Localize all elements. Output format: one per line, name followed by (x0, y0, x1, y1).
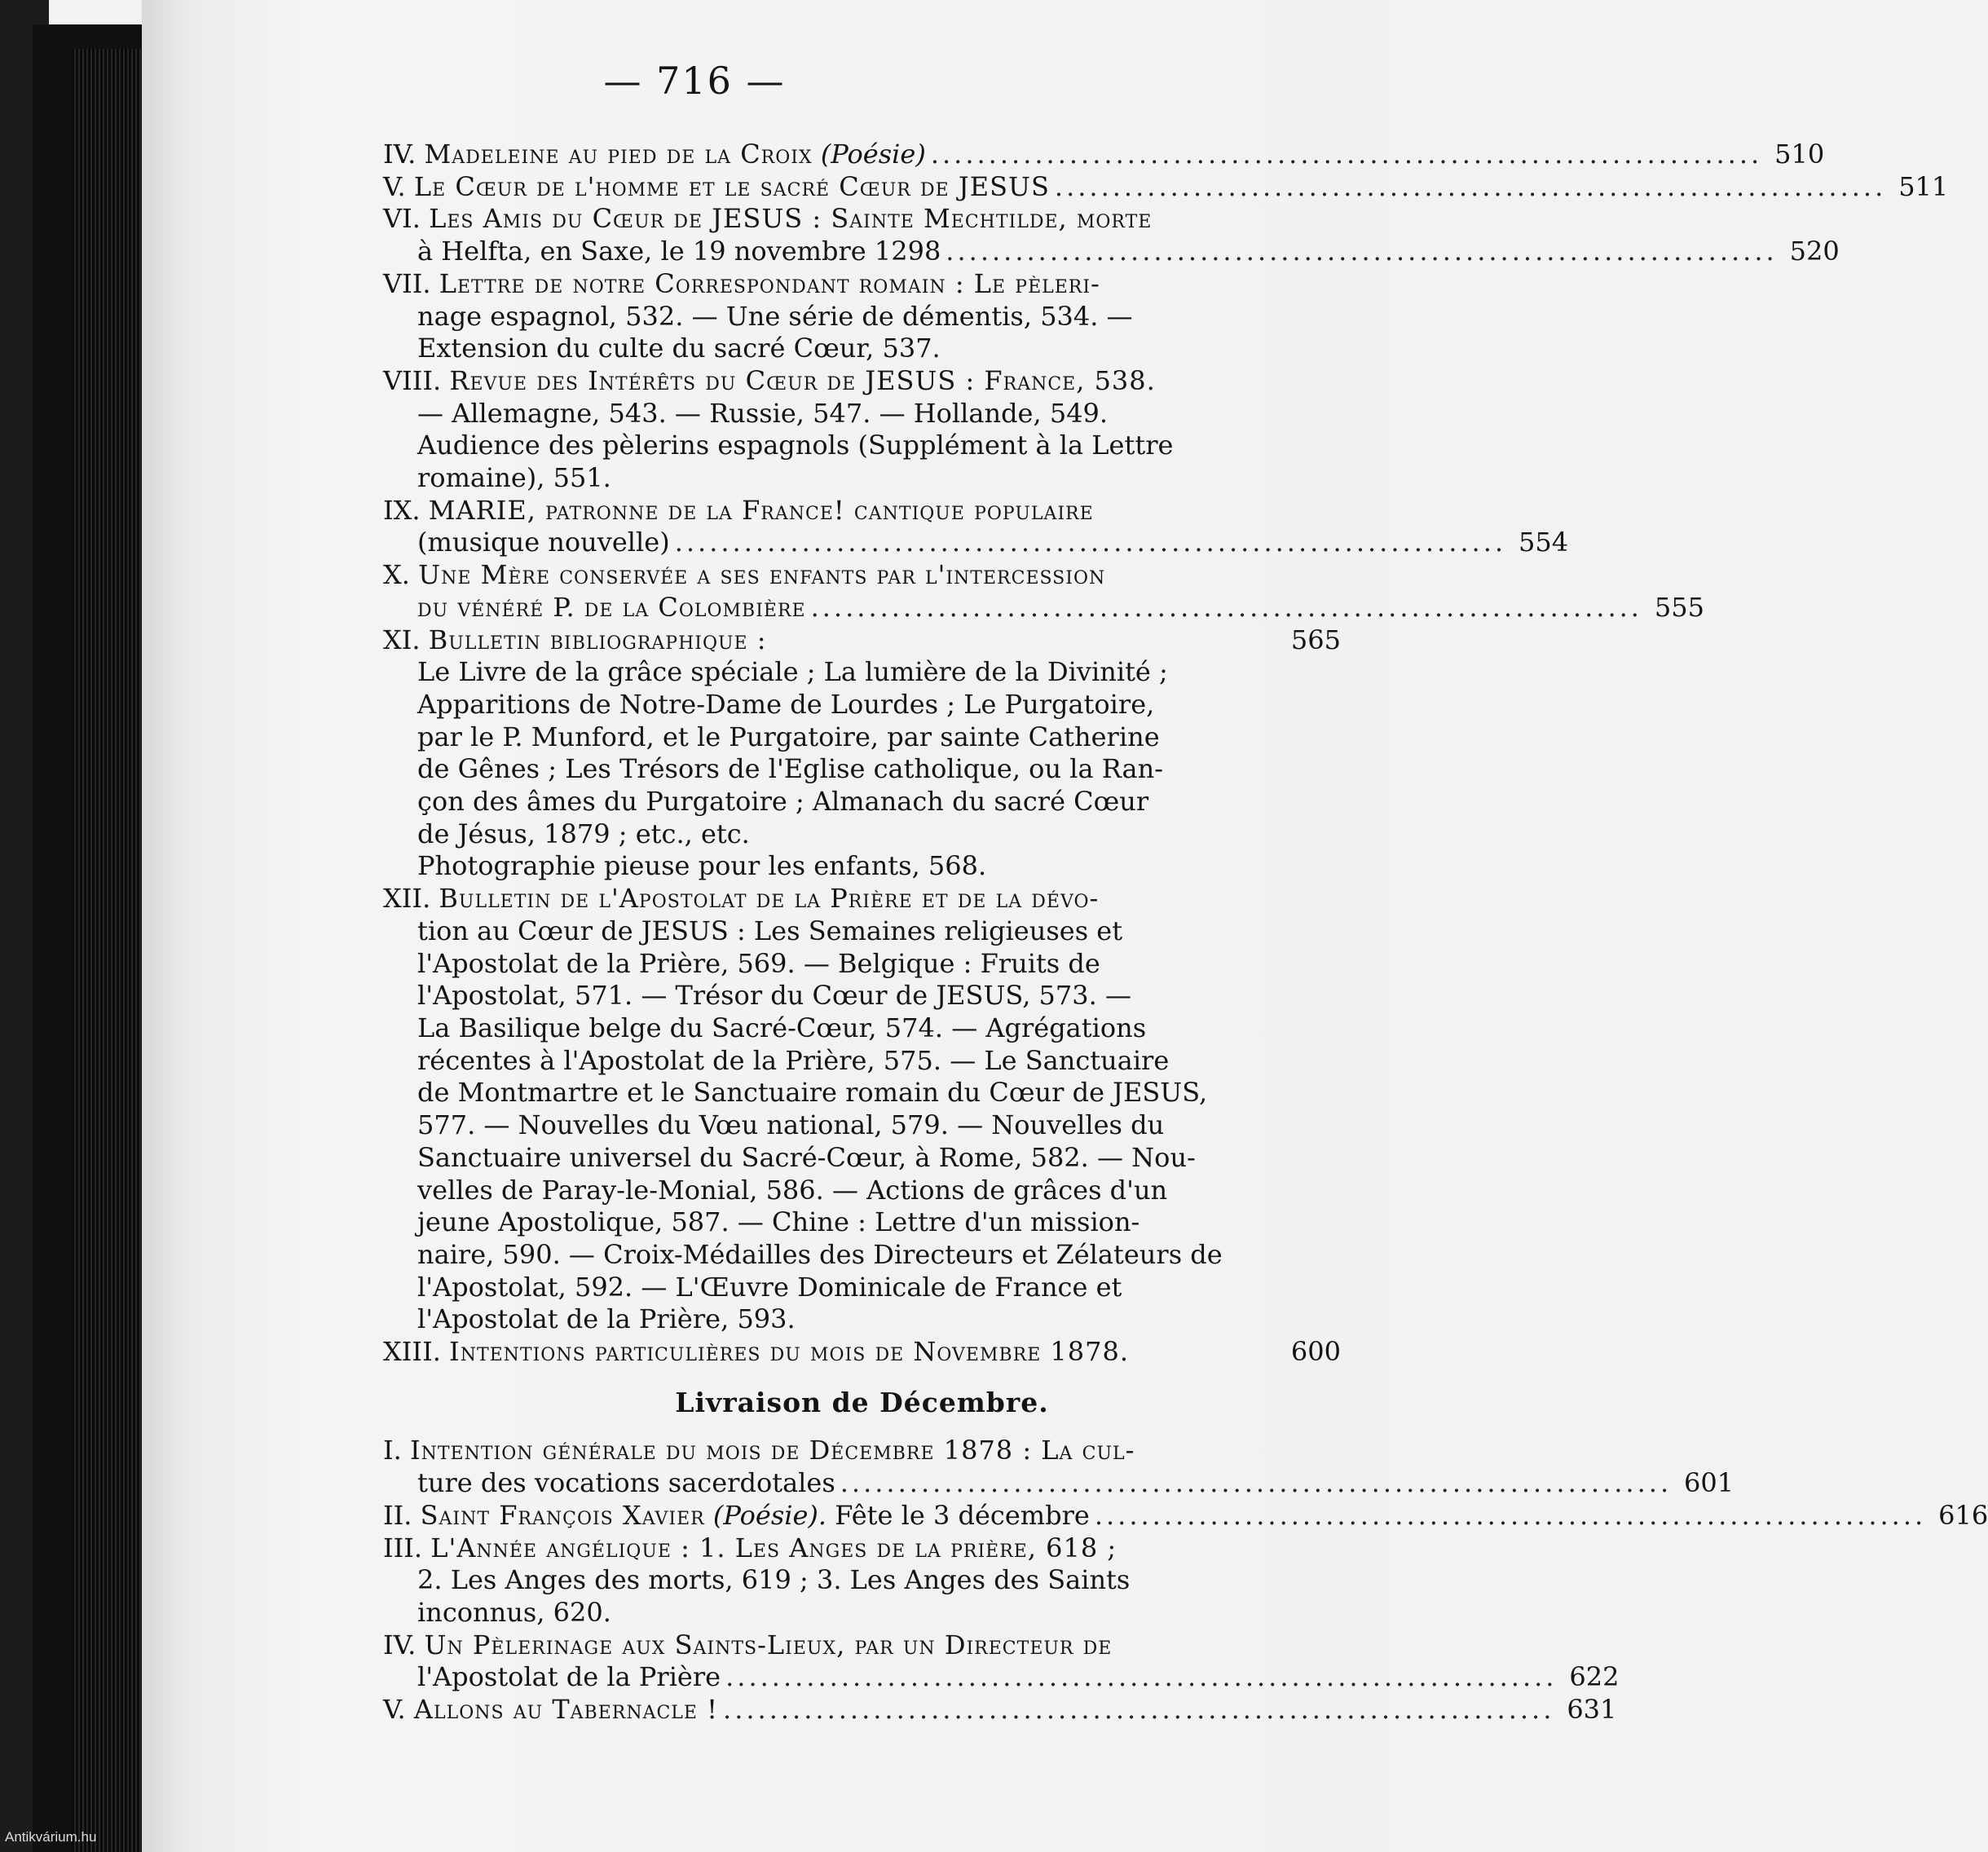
toc-entry: IV. Un Pèlerinage aux Saints-Lieux, par un Directeur de (383, 1629, 1113, 1660)
toc-entry: VIII. Revue des Intérêts du Cœur de JESUS : France, 538. (383, 364, 1156, 396)
leader-dots: ........................................................................ (1094, 1499, 1927, 1531)
entry-title: Saint François Xavier (420, 1499, 705, 1531)
watermark: Antikvárium.hu (5, 1829, 97, 1845)
entry-title: Une Mère conservée a ses enfants par l'intercession (418, 559, 1106, 591)
toc-entry: IX. MARIE, patronne de la France! cantique populaire (383, 494, 1094, 526)
section-heading: Livraison de Décembre. (675, 1386, 1049, 1418)
leader-dots: ........................................................................ (810, 591, 1642, 623)
entry-title: Les Amis du Cœur de JESUS : Sainte Mechtilde, morte (429, 203, 1153, 235)
leader-dots: ........................................................................ (946, 236, 1778, 267)
toc-entry: VI. Les Amis du Cœur de JESUS : Sainte Mechtilde, morte (383, 203, 1153, 235)
page-ref: 555 (1654, 591, 1704, 623)
entry-title: Le Cœur de l'homme et le sacré Cœur de JESUS (413, 170, 1050, 202)
toc-entry: V. Allons au Tabernacle ! ........................................................................ 631 (383, 1694, 1617, 1726)
leader-dots: ........................................................................ (723, 1694, 1555, 1726)
toc-entry: XIII. Intentions particulières du mois de Novembre 1878. 600 (383, 1336, 1341, 1368)
page-ref: 631 (1567, 1694, 1617, 1726)
leader-dots: ........................................................................ (725, 1661, 1558, 1693)
entry-note: (Poésie). (712, 1499, 827, 1531)
leader-dots: ........................................................................ (1054, 170, 1887, 202)
page-ref: 520 (1789, 236, 1840, 267)
toc-entry: IV. Madeleine au pied de la Croix (Poésie) ........................................................................ 510 (383, 139, 1825, 170)
page-ref: 600 (1290, 1336, 1341, 1368)
toc-entry: VII. Lettre de notre Correspondant romain : Le pèleri- (383, 267, 1100, 299)
toc-entry: XII. Bulletin de l'Apostolat de la Prière et de la dévo- (383, 883, 1100, 915)
page-ref: 622 (1569, 1661, 1620, 1693)
leader-dots: ........................................................................ (930, 139, 1763, 170)
page-ref: 616 (1938, 1499, 1988, 1531)
toc-entry: X. Une Mère conservée a ses enfants par l'intercession (383, 559, 1106, 591)
entry-title: Lettre de notre Correspondant romain : Le pèleri- (439, 267, 1100, 299)
entry-title: Bulletin bibliographique : (428, 624, 767, 655)
toc-entry: I. Intention générale du mois de Décembre 1878 : La cul- (383, 1435, 1135, 1466)
leader-dots: ........................................................................ (840, 1467, 1673, 1499)
toc-entry-continuation: à Helfta, en Saxe, le 19 novembre 1298 ........................................................................ 520 (417, 236, 1840, 267)
entry-title: Bulletin de l'Apostolat de la Prière et de la dévo- (439, 883, 1100, 915)
leader-dots: ........................................................................ (674, 527, 1507, 558)
page-ref: 554 (1518, 527, 1569, 558)
entry-title: MARIE, patronne de la France! cantique populaire (428, 494, 1094, 526)
toc-entry: II. Saint François Xavier (Poésie). Fête le 3 décembre ........................................................................ 616 (383, 1499, 1988, 1531)
entry-title: Madeleine au pied de la Croix (424, 139, 813, 170)
entry-title: Intentions particulières du mois de Novembre 1878. (449, 1336, 1130, 1368)
toc-entry: III. L'Année angélique : 1. Les Anges de la prière, 618 ; (383, 1532, 1117, 1563)
page-ref: 565 (1290, 624, 1341, 655)
toc-entry: V. Le Cœur de l'homme et le sacré Cœur de JESUS ........................................................................ 511 (383, 170, 1949, 202)
page-stack (72, 49, 142, 1852)
toc-entry: XI. Bulletin bibliographique : 565 (383, 624, 1341, 655)
page-ref: 510 (1774, 139, 1825, 170)
entry-title: Allons au Tabernacle ! (413, 1694, 719, 1726)
entry-title: Intention générale du mois de Décembre 1878 : La cul- (409, 1435, 1135, 1466)
entry-title: Un Pèlerinage aux Saints-Lieux, par un Directeur de (424, 1629, 1113, 1660)
page-ref: 601 (1684, 1467, 1735, 1499)
entry-note: (Poésie) (820, 139, 926, 170)
entry-title: L'Année angélique : 1. Les Anges de la prière, 618 ; (430, 1532, 1117, 1563)
page-number: — 716 — (603, 59, 786, 103)
table-of-contents: IV. Madeleine au pied de la Croix (Poésie) ........................................................................ 510 V. Le Cœur de l'homme et le sacré Cœur de JESUS ........................................................................ 511 VI. Les Amis du Cœur de JESUS : Sainte Mechtilde, morte à Helfta, en Saxe, le 19 novembre 1298 ........................................................................ 520 VII. Lettre de notre Correspondant romain : Le pèleri- nage espagnol, 532. — Une série de démentis, 534. — Extension du culte du sacré Cœur, 537. VIII. Revue des Intérêts du Cœur de JESUS : France, 538. — Allemagne, 543. — Russie, 547. — Hollande, 549. Audience des pèlerins espagnols (Supplément à la Lettre romaine), 551. IX. MARIE, patronne de la France! cantique populaire (musique nouvelle) ........................................................................ 554 X. Une Mère conservée a ses enfants par l'intercession du vénéré P. de la Colombière ........................................................................ 555 XI. Bulletin bibliographique : 565 Le Livre de la grâce spéciale ; La lumière de la Divinité ; Apparitions de Notre-Dame de Lourdes ; Le Purgatoire, par le P. Munford, et le Purgatoire, par sainte Catherine de Gênes ; Les Trésors de l'Eglise catholique, ou la Ran- çon des âmes du Purgatoire ; Almanach du sacré Cœur de Jésus, 1879 ; etc., etc. Photographie pieuse pour les enfants, 568. XII. Bulletin de l'Apostolat de la Prière et de la dévo- tion au Cœur de JESUS : Les Semaines religieuses et l'Apostolat de la Prière, 569. — Belgique : Fruits de l'Apostolat, 571. — Trésor du Cœur de JESUS, 573. — La Basilique belge du Sacré-Cœur, 574. — Agrégations récentes à l'Apostolat de la Prière, 575. — Le Sanctuaire de Montmartre et le Sanctuaire romain du Cœur de JESUS, 577. — Nouvelles du Vœu national, 579. — Nouvelles du Sanctuaire universel du Sacré-Cœur, à Rome, 582. — Nou- velles de Paray-le-Monial, 586. — Actions de grâces d'un jeune Apostolique, 587. — Chine : Lettre d'un mission- naire, 590. — Croix-Médailles des Directeurs et Zélateurs de l'Apostolat, 592. — L'Œuvre Dominicale de France et l'Apostolat de la Prière, 593. XIII. Intentions particulières du mois de Novembre 1878. 600 Livraison de Décembre. I. Intention générale du mois de Décembre 1878 : La cul- ture des vocations sacerdotales ........................................................................ 601 II. Saint François Xavier (Poésie). Fête le 3 décembre ........................................................................ 616 III. L'Année angélique : 1. Les Anges de la prière, 618 ; 2. Les Anges des morts, 619 ; 3. Les Anges des Saints inconnus, 620. IV. Un Pèlerinage aux Saints-Lieux, par un Directeur de l'Apostolat de la Prière ........................................................................ 622 V. Allons au Tabernacle ! ........................................................................ 631 (383, 139, 1988, 1726)
entry-title: Revue des Intérêts du Cœur de JESUS : France, 538. (449, 364, 1156, 396)
page-ref: 511 (1898, 170, 1949, 202)
